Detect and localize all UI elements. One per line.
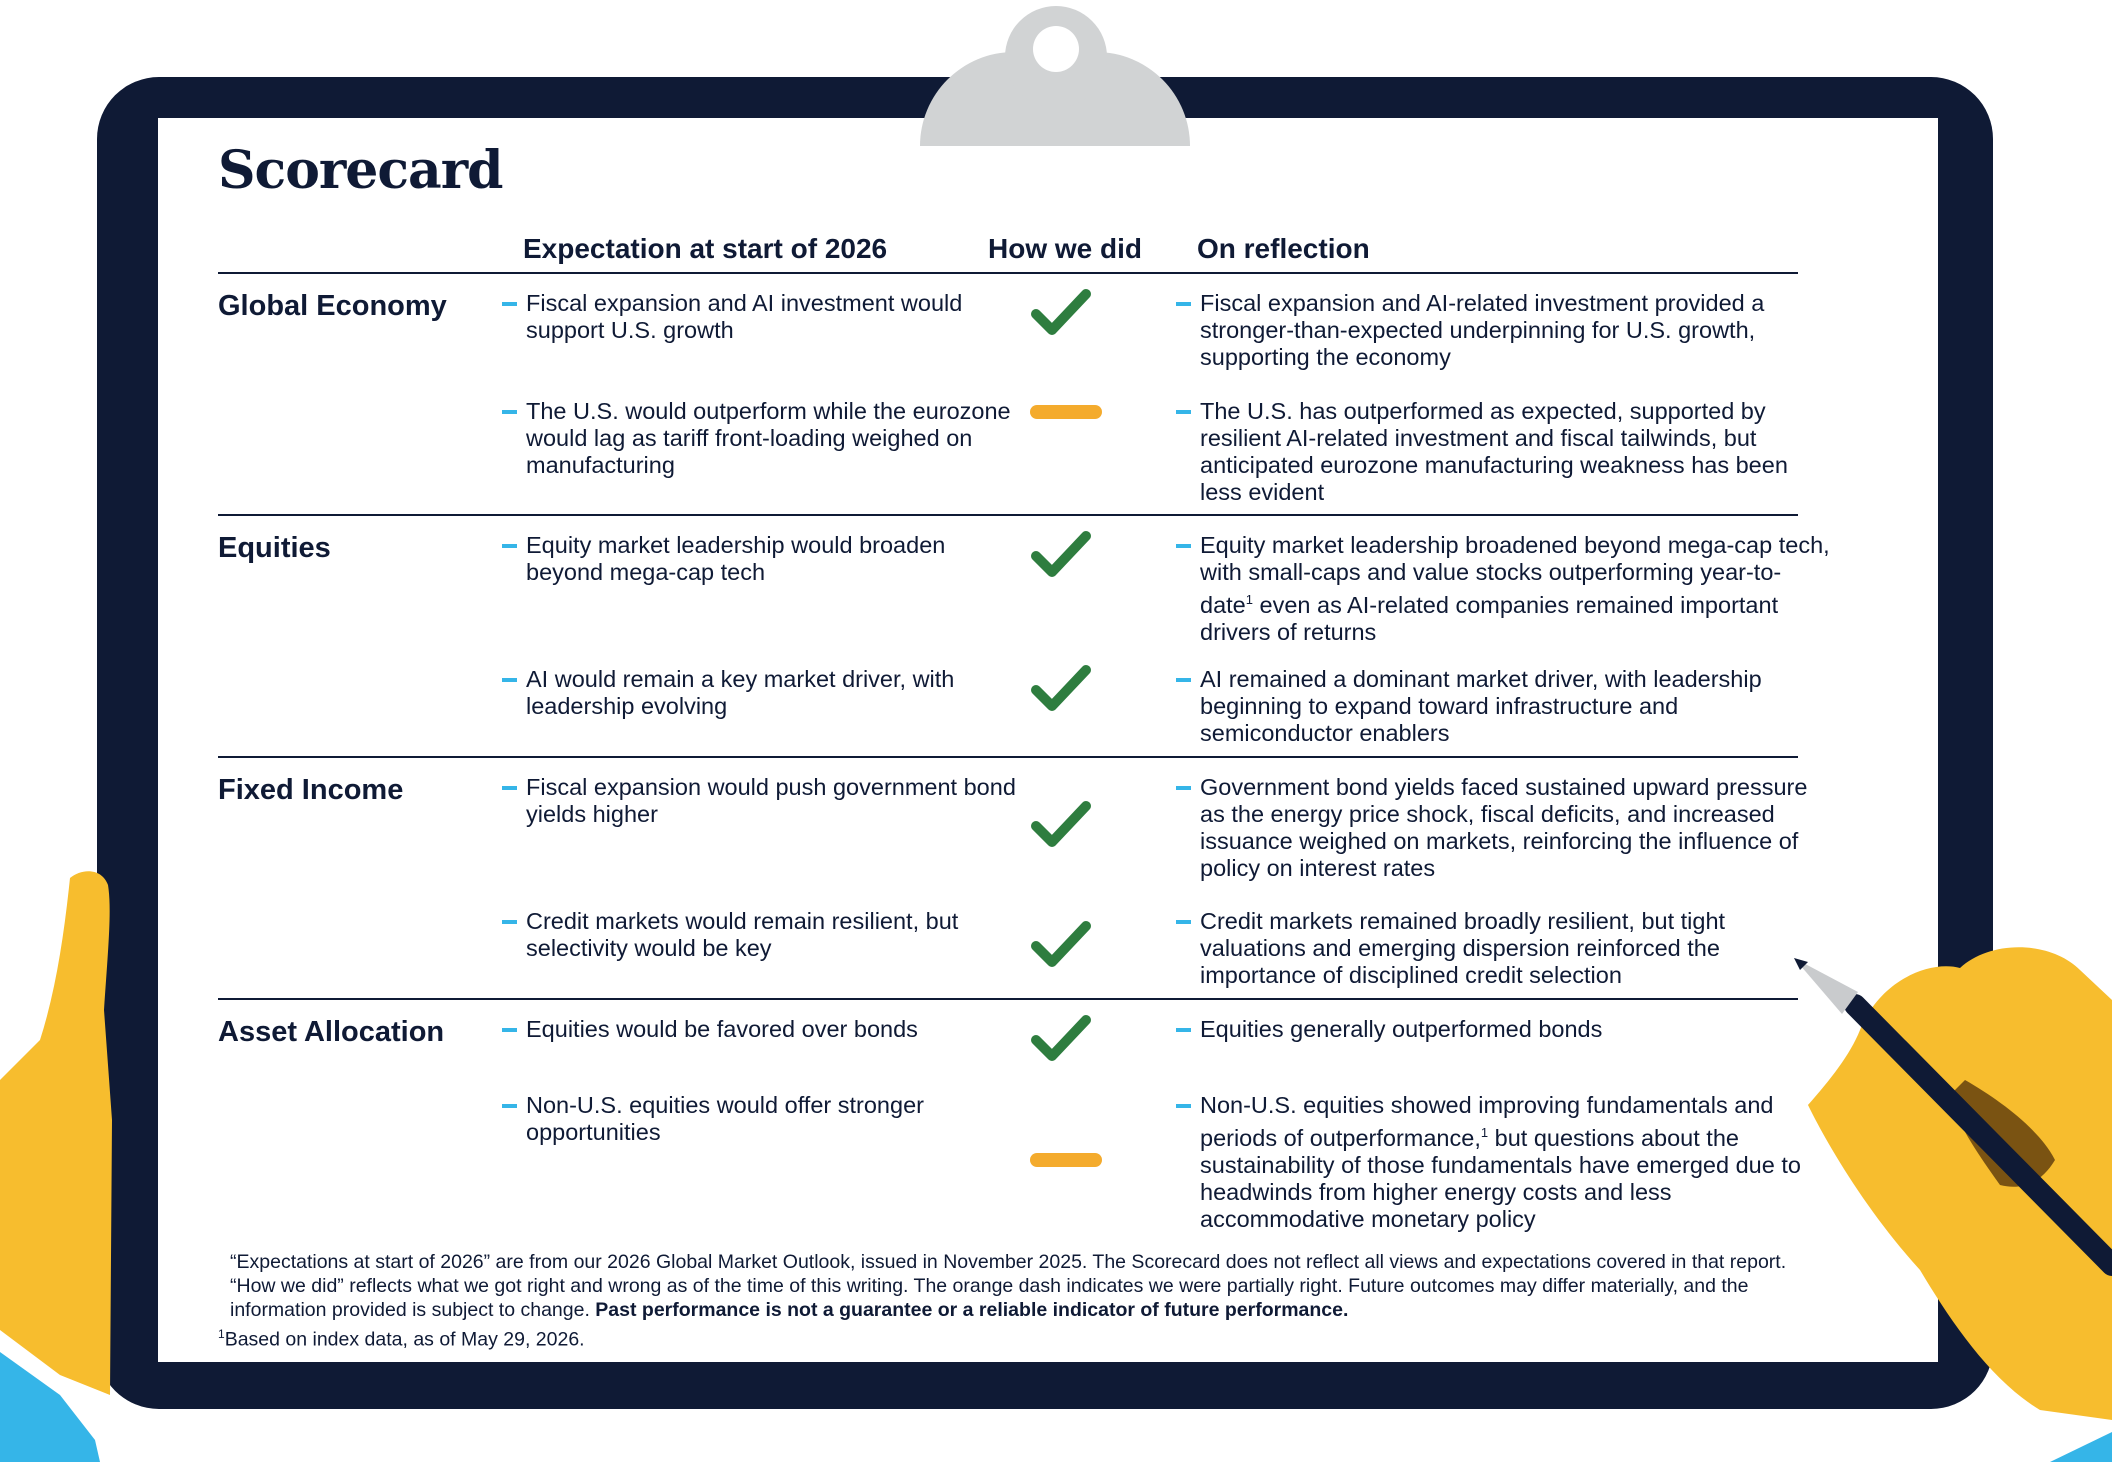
header-rule <box>218 272 1798 274</box>
expectation-item: Fiscal expansion and AI investment would support U.S. growth <box>502 290 1016 344</box>
expectation-item: Equities would be favored over bonds <box>502 1016 1016 1043</box>
check-icon <box>1030 1014 1092 1064</box>
expectation-item: Fiscal expansion would push government bond yields higher <box>502 774 1016 828</box>
expectation-item: The U.S. would outperform while the eurozone would lag as tariff front-loading weighed on manufacturing <box>502 398 1016 479</box>
expectation-item: Credit markets would remain resilient, but selectivity would be key <box>502 908 1016 962</box>
reflection-item: Credit markets remained broadly resilient, but tight valuations and emerging dispersion reinforced the importance of disciplined credit selection <box>1176 908 1830 989</box>
reflection-item: Equity market leadership broadened beyond mega-cap tech, with small-caps and value stocks outperforming year-to-date$^1$ even as AI-related companies remained important drivers of returns <box>1176 532 1830 646</box>
header-how-we-did: How we did <box>988 233 1142 264</box>
reflection-item: The U.S. has outperformed as expected, supported by resilient AI-related investment and fiscal tailwinds, but anticipated eurozone manufacturing weakness has been less evident <box>1176 398 1830 506</box>
footnote <box>218 1250 1808 1352</box>
header-reflection: On reflection <box>1197 233 1370 264</box>
dash-icon <box>1030 1153 1102 1167</box>
section-fixed-income: Fixed Income <box>218 774 404 806</box>
expectation-item: Non-U.S. equities would offer stronger opportunities <box>502 1092 1016 1146</box>
check-icon <box>1030 920 1092 970</box>
section-global-economy: Global Economy <box>218 290 447 322</box>
section-asset-allocation: Asset Allocation <box>218 1016 445 1048</box>
reflection-item: Equities generally outperformed bonds <box>1176 1016 1830 1043</box>
section-divider <box>218 998 1798 1000</box>
dash-icon <box>1030 405 1102 419</box>
header-expectation: Expectation at start of 2026 <box>523 233 888 264</box>
disclaimer-bold: Past performance is not a guarantee or a reliable indicator of future performance. <box>595 1299 1349 1321</box>
section-divider <box>218 756 1798 758</box>
reflection-item: Government bond yields faced sustained upward pressure as the energy price shock, fiscal deficits, and increased issuance weighed on markets, reinforcing the influence of policy on interest rates <box>1176 774 1830 882</box>
check-icon <box>1030 288 1092 338</box>
section-divider <box>218 514 1798 516</box>
disclaimer-text: “Expectations at start of 2026” are from our 2026 Global Market Outlook, issued in November 2025. The Scorecard does not reflect all views and expectations covered in that report. “How we did” reflects what we got right and wrong as of the time of this writing. The orange dash indicates we were partially right. Future outcomes may differ materially, and the information provided is subject to change. Past performance is not a guarantee or a reliable indicator of future performance. <box>230 1251 1787 1321</box>
reflection-item: AI remained a dominant market driver, with leadership beginning to expand toward infrastructure and semiconductor enablers <box>1176 666 1830 747</box>
index-note: $^1$Based on index data, as of May 29, 2026. <box>218 1327 585 1351</box>
reflection-item: Fiscal expansion and AI-related investment provided a stronger-than-expected underpinning for U.S. growth, supporting the economy <box>1176 290 1830 371</box>
reflection-item: Non-U.S. equities showed improving fundamentals and periods of outperformance,$^1$ but questions about the sustainability of those fundamentals have emerged due to headwinds from higher energy costs and less accommodative monetary policy <box>1176 1092 1830 1233</box>
expectation-item: Equity market leadership would broaden beyond mega-cap tech <box>502 532 1016 586</box>
expectation-item: AI would remain a key market driver, with leadership evolving <box>502 666 1016 720</box>
page-title: Scorecard <box>218 140 503 201</box>
check-icon <box>1030 530 1092 580</box>
section-equities: Equities <box>218 532 331 564</box>
check-icon <box>1030 800 1092 850</box>
check-icon <box>1030 664 1092 714</box>
